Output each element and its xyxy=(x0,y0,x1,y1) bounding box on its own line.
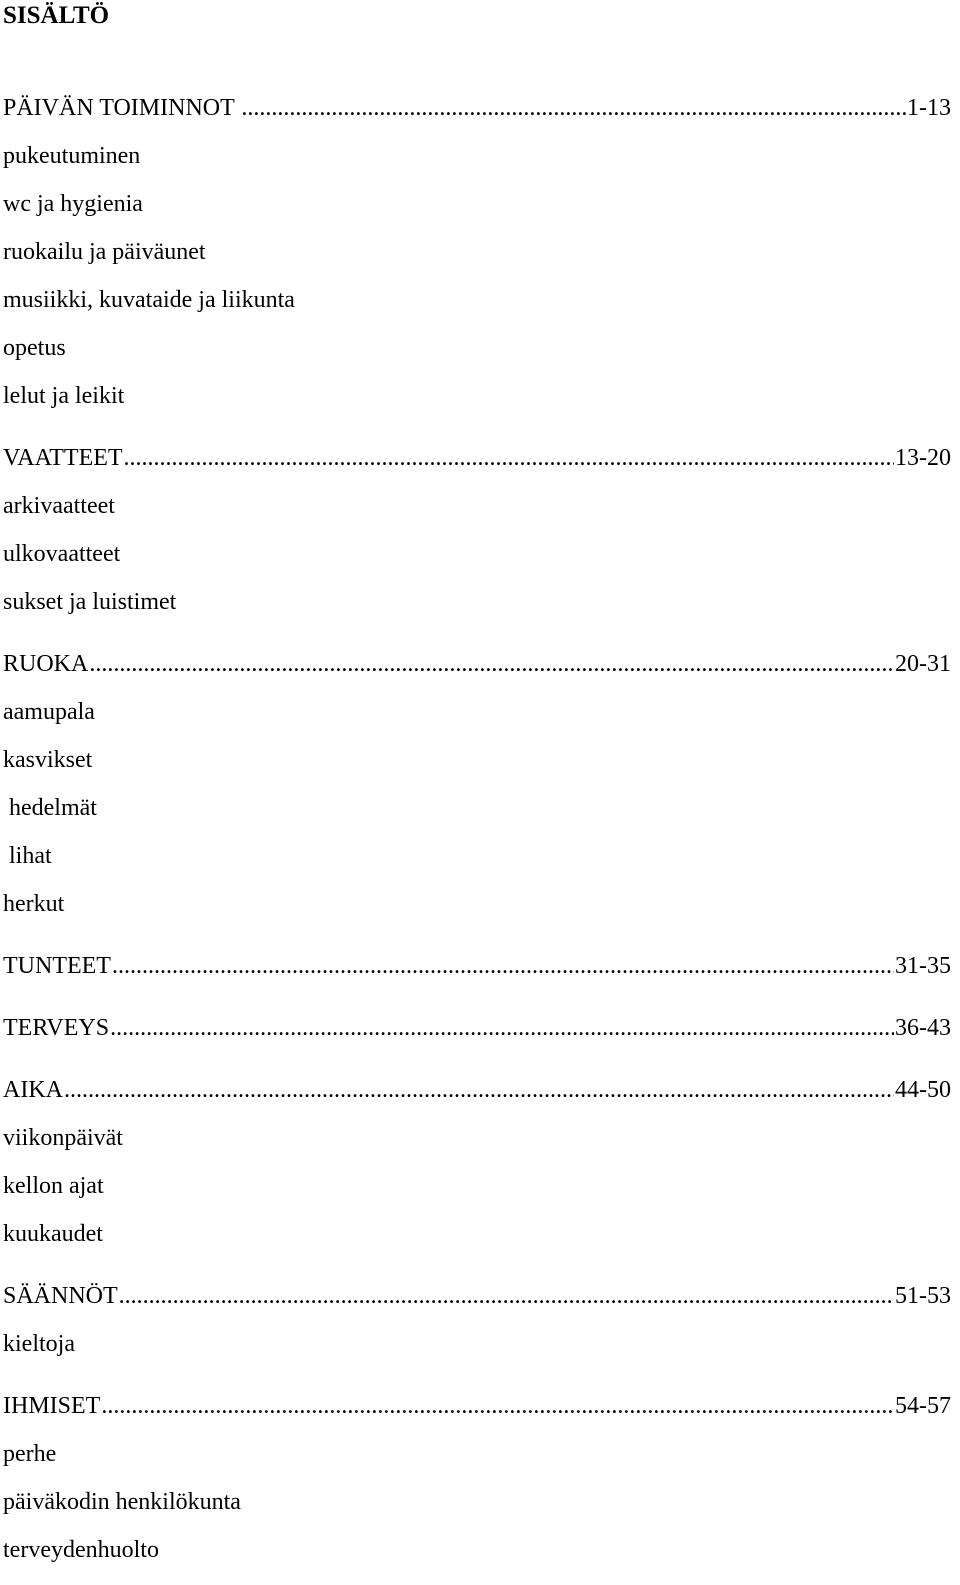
toc-entry-vaatteet xyxy=(3,443,951,473)
toc-entry-paivan-toiminnot xyxy=(3,93,951,123)
toc-subitem: ulkovaatteet xyxy=(3,541,121,567)
dot-leader xyxy=(241,93,906,123)
toc-page-range: 44-50 xyxy=(895,1077,951,1103)
toc-page-range: 1-13 xyxy=(907,95,951,121)
dot-leader xyxy=(89,649,894,679)
toc-page-range: 13-20 xyxy=(895,445,951,471)
toc-heading: TERVEYS xyxy=(3,1015,110,1041)
toc-subitem: perhe xyxy=(3,1441,57,1467)
toc-entry-saannot xyxy=(3,1281,951,1311)
toc-subitem: wc ja hygienia xyxy=(3,191,143,217)
toc-entry-terveys xyxy=(3,1013,951,1043)
toc-subitem: kuukaudet xyxy=(3,1221,103,1247)
toc-page-range: 51-53 xyxy=(895,1283,951,1309)
toc-subitem: päiväkodin henkilökunta xyxy=(3,1489,241,1515)
toc-subitem: terveydenhuolto xyxy=(3,1537,159,1563)
toc-page-range: 31-35 xyxy=(895,953,951,979)
toc-heading: TUNTEET xyxy=(3,953,111,979)
toc-subitem: pukeutuminen xyxy=(3,143,141,169)
toc-subitem: kellon ajat xyxy=(3,1173,104,1199)
toc-entry-ihmiset xyxy=(3,1391,951,1421)
toc-heading: RUOKA xyxy=(3,651,89,677)
toc-subitem: kasvikset xyxy=(3,747,93,773)
dot-leader xyxy=(110,1013,894,1043)
toc-heading: AIKA xyxy=(3,1077,63,1103)
toc-subitem: aamupala xyxy=(3,699,95,725)
toc-subitem: hedelmät xyxy=(9,795,97,821)
toc-subitem: lelut ja leikit xyxy=(3,383,125,409)
toc-entry-aika xyxy=(3,1075,951,1105)
toc-subitem: opetus xyxy=(3,335,66,361)
toc-subitem: musiikki, kuvataide ja liikunta xyxy=(3,287,295,313)
dot-leader xyxy=(124,443,894,473)
toc-subitem: herkut xyxy=(3,891,65,917)
toc-subitem: arkivaatteet xyxy=(3,493,115,519)
dot-leader xyxy=(101,1391,894,1421)
toc-heading: PÄIVÄN TOIMINNOT xyxy=(3,95,241,121)
toc-heading: VAATTEET xyxy=(3,445,123,471)
toc-subitem: viikonpäivät xyxy=(3,1125,123,1151)
toc-heading: IHMISET xyxy=(3,1393,101,1419)
toc-entry-ruoka xyxy=(3,649,951,679)
toc-page-range: 20-31 xyxy=(895,651,951,677)
toc-subitem: sukset ja luistimet xyxy=(3,589,177,615)
dot-leader xyxy=(64,1075,894,1105)
toc-page-range: 36-43 xyxy=(895,1015,951,1041)
dot-leader xyxy=(119,1281,894,1311)
toc-heading: SÄÄNNÖT xyxy=(3,1283,118,1309)
page-title: SISÄLTÖ xyxy=(3,2,110,29)
toc-entry-tunteet xyxy=(3,951,951,981)
dot-leader xyxy=(112,951,894,981)
toc-subitem: kieltoja xyxy=(3,1331,75,1357)
toc-page-range: 54-57 xyxy=(895,1393,951,1419)
toc-subitem: ruokailu ja päiväunet xyxy=(3,239,206,265)
toc-subitem: lihat xyxy=(9,843,52,869)
